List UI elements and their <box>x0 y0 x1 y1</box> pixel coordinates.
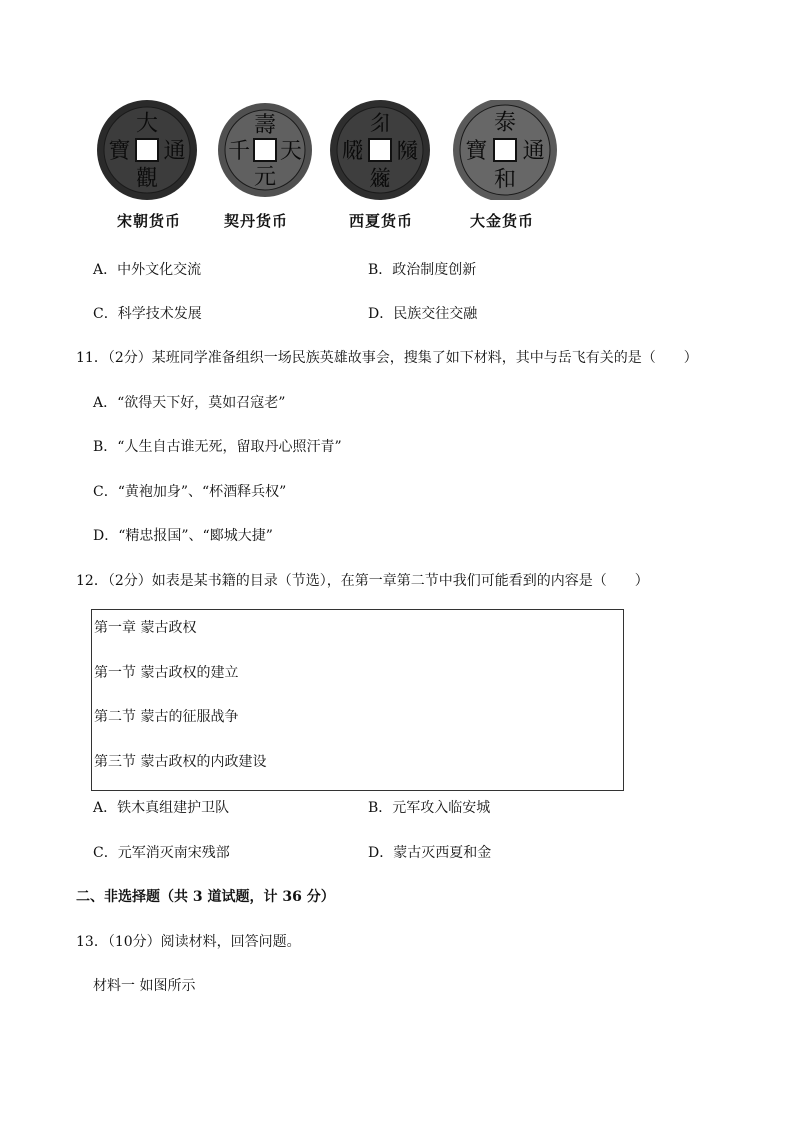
coin-square-hole <box>136 139 158 161</box>
coin-caption-jin: 大金货币 <box>470 212 535 230</box>
coin-square-hole <box>369 139 391 161</box>
coin-inscription-char: 𗫂 <box>368 166 392 192</box>
q12-option-a: A．铁木真组建护卫队 <box>93 800 230 816</box>
q12-option-c: C．元军消灭南宋残部 <box>93 845 230 861</box>
coin-song <box>97 100 197 200</box>
coin-inscription-char: 觀 <box>135 166 159 192</box>
q12-stem: 12．（2分）如表是某书籍的目录（节选），在第一章第二节中我们可能看到的内容是（ ） <box>76 573 649 589</box>
q11-option-b: B．“人生自古谁无死，留取丹心照汗青” <box>93 439 342 455</box>
coin-inscription-char: 天 <box>279 139 302 164</box>
q13-material-1: 材料一 如图所示 <box>93 978 196 994</box>
q12-option-b: B．元军攻入临安城 <box>368 800 491 816</box>
q11-option-d: D．“精忠报国”、“郾城大捷” <box>93 528 273 544</box>
toc-section-3: 第三节 蒙古政权的内政建设 <box>94 754 267 770</box>
coin-square-hole <box>254 139 276 161</box>
toc-chapter-1: 第一章 蒙古政权 <box>94 620 197 636</box>
coin-inscription-char: 寶 <box>465 139 488 164</box>
q12-option-d: D．蒙古灭西夏和金 <box>368 845 492 861</box>
coin-inscription-char: 壽 <box>253 113 277 139</box>
coins-figure <box>90 100 570 240</box>
coin-inscription-char: 元 <box>253 164 277 190</box>
coin-square-hole <box>494 139 516 161</box>
coin-inscription-char: 𗆧 <box>341 139 364 164</box>
coin-western-xia <box>330 100 430 200</box>
coin-khitan <box>218 103 312 197</box>
coin-inscription-char: 通 <box>522 139 545 164</box>
q10-option-a: A．中外文化交流 <box>93 262 202 278</box>
coins-illustration <box>90 100 570 200</box>
table-of-contents-box <box>91 609 624 791</box>
coin-caption-song: 宋朝货币 <box>117 212 182 230</box>
coin-caption-western-xia: 西夏货币 <box>349 212 414 230</box>
coin-caption-khitan: 契丹货币 <box>224 212 289 230</box>
coin-jin <box>453 100 557 200</box>
toc-section-1: 第一节 蒙古政权的建立 <box>94 665 239 681</box>
q10-option-b: B．政治制度创新 <box>368 262 477 278</box>
coin-inscription-char: 通 <box>163 139 186 164</box>
coin-inscription-char: 千 <box>228 139 251 164</box>
coin-inscription-char: 泰 <box>493 110 517 136</box>
toc-section-2: 第二节 蒙古的征服战争 <box>94 709 239 725</box>
q11-option-a: A．“欲得天下好，莫如召寇老” <box>93 395 286 411</box>
q10-option-c: C．科学技术发展 <box>93 306 202 322</box>
coin-inscription-char: 𗂧 <box>396 139 419 164</box>
q11-option-c: C．“黄袍加身”、“杯酒释兵权” <box>93 484 287 500</box>
section-heading-non-choice: 二、非选择题（共 3 道试题，计 36 分） <box>76 889 335 905</box>
coin-inscription-char: 大 <box>135 111 159 137</box>
coin-inscription-char: 寶 <box>108 139 131 164</box>
coin-inscription-char: 𗼃 <box>368 111 392 137</box>
q10-option-d: D．民族交往交融 <box>368 306 478 322</box>
coin-inscription-char: 和 <box>493 167 517 193</box>
q11-stem: 11．（2分）某班同学准备组织一场民族英雄故事会，搜集了如下材料，其中与岳飞有关的是（ ） <box>76 350 698 366</box>
q13-stem: 13．（10分）阅读材料，回答问题。 <box>76 934 301 950</box>
